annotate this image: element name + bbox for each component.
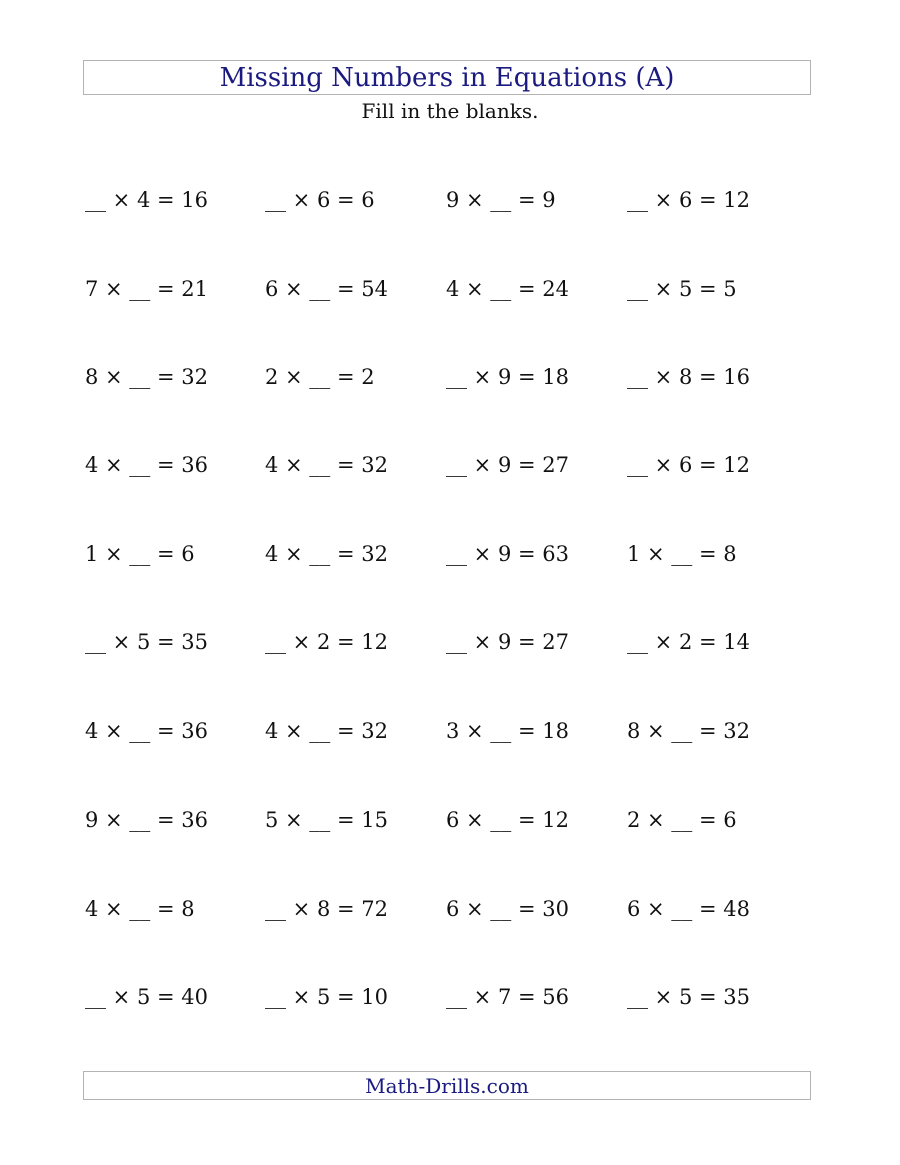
problem: 4 × __ = 36 — [85, 719, 208, 743]
problem: 6 × __ = 48 — [627, 897, 750, 921]
problem: __ × 8 = 72 — [265, 897, 388, 921]
problem: 4 × __ = 8 — [85, 897, 195, 921]
problem: 3 × __ = 18 — [446, 719, 569, 743]
problem: __ × 9 = 63 — [446, 542, 569, 566]
problem: 5 × __ = 15 — [265, 808, 388, 832]
problem: 6 × __ = 12 — [446, 808, 569, 832]
problem: __ × 5 = 10 — [265, 985, 388, 1009]
problem: __ × 6 = 12 — [627, 188, 750, 212]
problem: __ × 4 = 16 — [85, 188, 208, 212]
problem: 4 × __ = 32 — [265, 542, 388, 566]
problem: 6 × __ = 30 — [446, 897, 569, 921]
problem: 4 × __ = 32 — [265, 719, 388, 743]
problem: 1 × __ = 6 — [85, 542, 195, 566]
problem: __ × 5 = 35 — [85, 630, 208, 654]
problem: 4 × __ = 36 — [85, 453, 208, 477]
problem: 1 × __ = 8 — [627, 542, 737, 566]
problem: __ × 9 = 27 — [446, 453, 569, 477]
problem: __ × 6 = 6 — [265, 188, 375, 212]
problem: __ × 2 = 14 — [627, 630, 750, 654]
problem: __ × 9 = 18 — [446, 365, 569, 389]
title-box — [83, 60, 811, 95]
problem: __ × 6 = 12 — [627, 453, 750, 477]
footer-site-name: Math-Drills.com — [365, 1074, 529, 1098]
problem: 9 × __ = 36 — [85, 808, 208, 832]
problem: 9 × __ = 9 — [446, 188, 556, 212]
instructions: Fill in the blanks. — [361, 99, 539, 123]
problem: __ × 9 = 27 — [446, 630, 569, 654]
problem: __ × 2 = 12 — [265, 630, 388, 654]
problem: 7 × __ = 21 — [85, 277, 208, 301]
problem: __ × 5 = 40 — [85, 985, 208, 1009]
footer-box — [83, 1071, 811, 1100]
problem: 2 × __ = 2 — [265, 365, 375, 389]
problem: __ × 7 = 56 — [446, 985, 569, 1009]
problem: 8 × __ = 32 — [85, 365, 208, 389]
problem: 4 × __ = 24 — [446, 277, 569, 301]
problem: __ × 8 = 16 — [627, 365, 750, 389]
problem: __ × 5 = 35 — [627, 985, 750, 1009]
problem: 6 × __ = 54 — [265, 277, 388, 301]
problem: 8 × __ = 32 — [627, 719, 750, 743]
problem: 4 × __ = 32 — [265, 453, 388, 477]
worksheet-title: Missing Numbers in Equations (A) — [219, 63, 675, 93]
problem: __ × 5 = 5 — [627, 277, 737, 301]
problem: 2 × __ = 6 — [627, 808, 737, 832]
